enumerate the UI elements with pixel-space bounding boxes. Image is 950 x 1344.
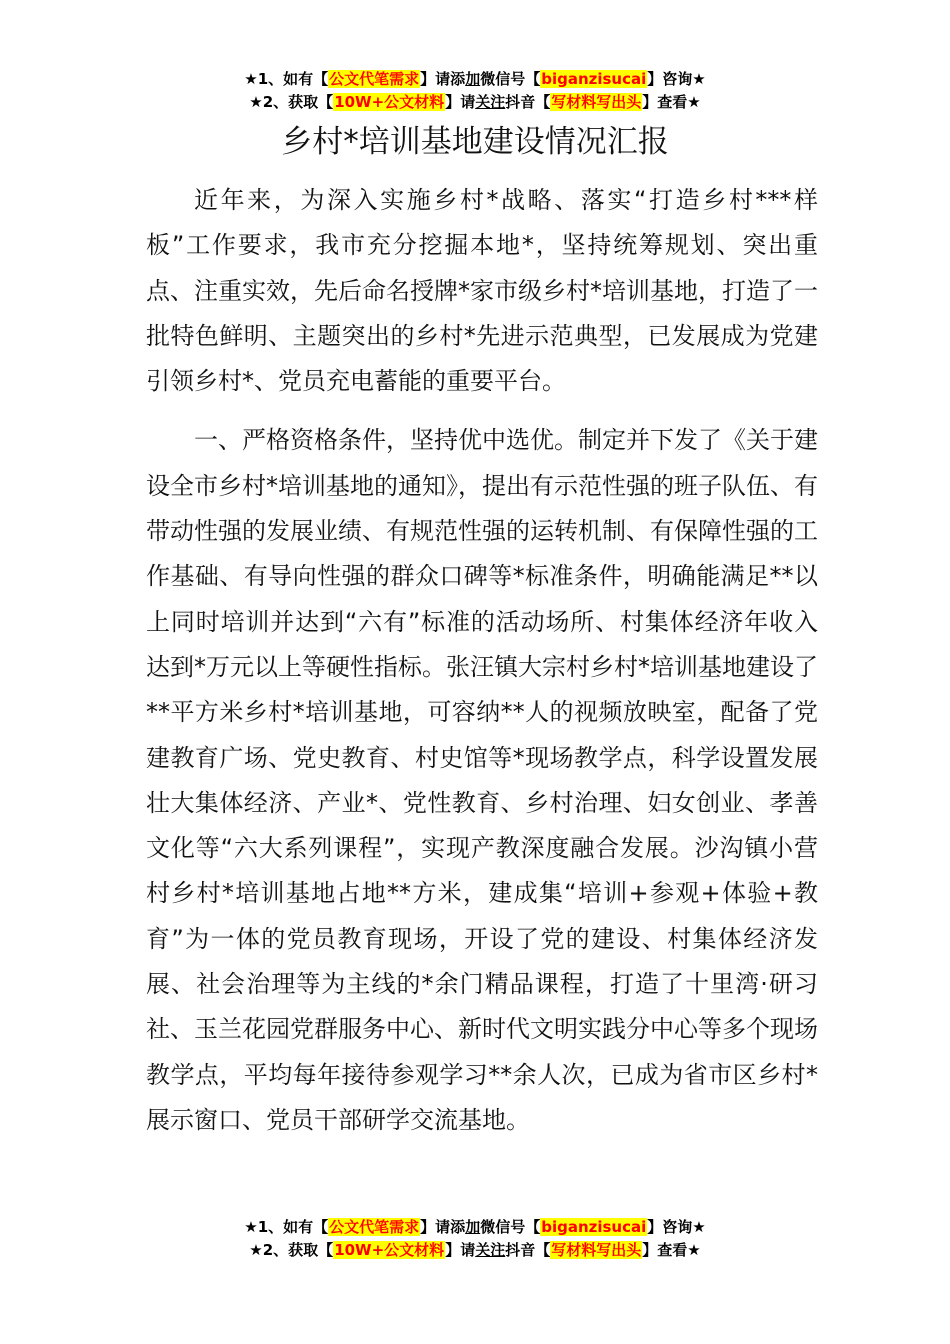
promo-text: 加 (465, 70, 481, 88)
promo-line-2 (0, 1239, 950, 1262)
promo-text: 关注 (475, 93, 506, 111)
promo-text: 】请添 (420, 1218, 466, 1236)
promo-line-1 (0, 1216, 950, 1239)
promo-highlight: 10W+公文材料 (334, 1241, 445, 1259)
promo-text: 抖音【 (505, 93, 551, 111)
paragraph-section-1: 一、严格资格条件，坚持优中选优。制定并下发了《关于建设全市乡村*培训基地的通知》，提出有示范性强的班子队伍、有带动性强的发展业绩、有规范性强的运转机制、有保障性强的工作基础、有导向性强的群众口碑等*标准条件，明确能满足**以上同时培训并达到“六有”标准的活动场所、村集体经济年收入达到*万元以上等硬性指标。张汪镇大宗村乡村*培训基地建设了**平方米乡村*培训基地，可容纳**人的视频放映室，配备了党建教育广场、党史教育、村史馆等*现场教学点，科学设置发展壮大集体经济、产业*、党性教育、乡村治理、妇女创业、孝善文化等“六大系列课程”，实现产教深度融合发展。沙沟镇小营村乡村*培训基地占地**方米，建成集“培训+参观+体验+教育”为一体的党员教育现场，开设了党的建设、村集体经济发展、社会治理等为主线的*余门精品课程，打造了十里湾·研习社、玉兰花园党群服务中心、新时代文明实践分中心等多个现场教学点，平均每年接待参观学习**余人次，已成为省市区乡村*展示窗口、党员干部研学交流基地。 (146, 426, 818, 1134)
promo-line-1 (0, 68, 950, 91)
promo-text: 】咨询★ (647, 70, 706, 88)
promo-text: 】请 (445, 93, 476, 111)
promo-wechat-id: biganzisucai (541, 1218, 647, 1236)
promo-text: ★1、如有【 (244, 70, 329, 88)
promo-text: 微信号【 (480, 1218, 541, 1236)
promo-text: 抖音【 (505, 1241, 551, 1259)
promo-text: 加 (465, 1218, 481, 1236)
promo-text: 微信号【 (480, 70, 541, 88)
promo-line-2 (0, 91, 950, 114)
promo-text: 】咨询★ (647, 1218, 706, 1236)
promo-douyin-account: 写材料写出头 (551, 1241, 642, 1259)
document-title: 乡村*培训基地建设情况汇报 (281, 124, 669, 160)
promo-highlight: 公文代笔需求 (329, 70, 420, 88)
header-promo-banner (0, 68, 950, 114)
paragraph-intro: 近年来，为深入实施乡村*战略、落实“打造乡村***样板”工作要求，我市充分挖掘本地*，坚持统筹规划、突出重点、注重实效，先后命名授牌*家市级乡村*培训基地，打造了一批特色鲜明、主题突出的乡村*先进示范典型，已发展成为党建引领乡村*、党员充电蓄能的重要平台。 (146, 186, 818, 396)
promo-wechat-id: biganzisucai (541, 70, 647, 88)
footer-promo-banner (0, 1216, 950, 1262)
promo-text: 关注 (475, 1241, 506, 1259)
promo-highlight: 10W+公文材料 (334, 93, 445, 111)
promo-text: ★2、获取【 (249, 1241, 334, 1259)
promo-text: 】查看★ (642, 93, 701, 111)
promo-text: ★2、获取【 (249, 93, 334, 111)
document-body (146, 178, 818, 1157)
promo-text: 】请添 (420, 70, 466, 88)
promo-text: 】请 (445, 1241, 476, 1259)
promo-text: ★1、如有【 (244, 1218, 329, 1236)
promo-highlight: 公文代笔需求 (329, 1218, 420, 1236)
promo-douyin-account: 写材料写出头 (551, 93, 642, 111)
promo-text: 】查看★ (642, 1241, 701, 1259)
